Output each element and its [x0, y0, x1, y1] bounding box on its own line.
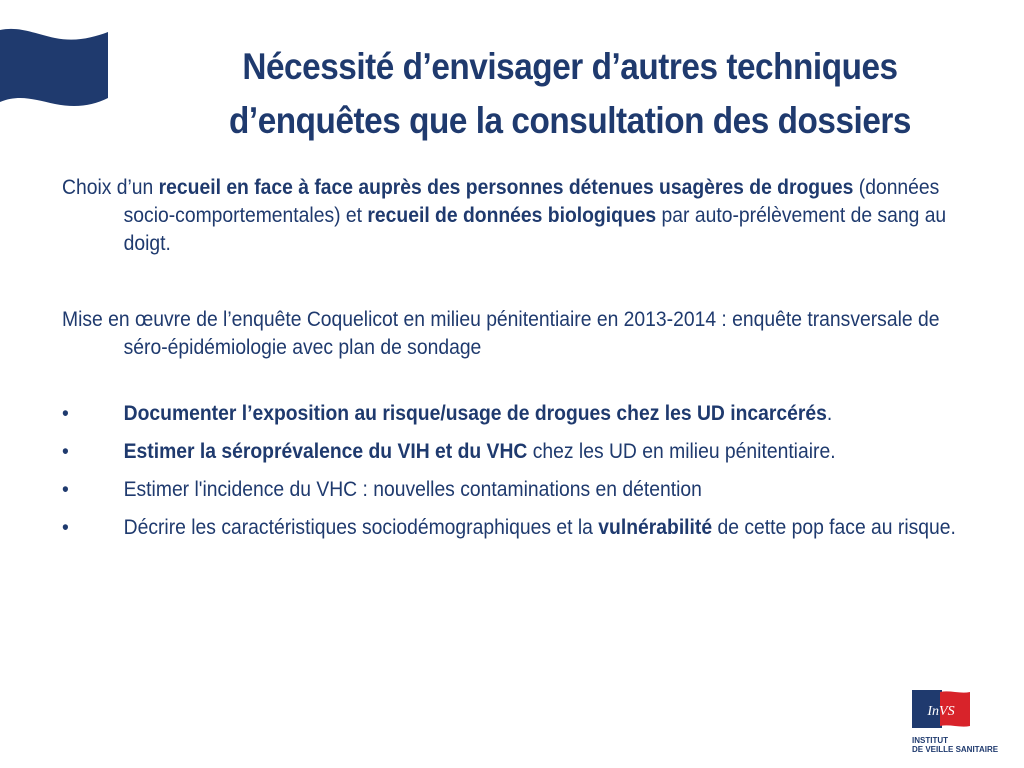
title-line-1: Nécessité d’envisager d’autres techniques	[242, 46, 898, 87]
bullet1-tail: .	[826, 402, 833, 425]
content-body	[62, 174, 962, 542]
bullet-marker: •	[62, 516, 69, 539]
bullet-marker: •	[62, 478, 69, 501]
para1-text-1: Choix d’un	[62, 176, 159, 199]
logo-line-1: INSTITUT	[912, 736, 948, 745]
list-item	[62, 476, 962, 504]
bullet3-text: Estimer l'incidence du VHC : nouvelles contaminations en détention	[123, 478, 702, 501]
bullet2-bold: Estimer la séroprévalence du VIH et du VHC	[123, 440, 528, 463]
list-item	[62, 438, 962, 466]
para1-bold-1: recueil en face à face auprès des personnes détenues usagères de drogues	[158, 176, 854, 199]
title-line-2: d’enquêtes que la consultation des dossiers	[229, 100, 911, 141]
slide-content	[62, 174, 962, 552]
paragraph-choix	[62, 174, 962, 258]
logo-line-2: DE VEILLE SANITAIRE	[912, 745, 999, 754]
paragraph-coquelicot: Mise en œuvre de l’enquête Coquelicot en milieu pénitentiaire en 2013-2014 : enquête transversale de séro-épidémiologie avec plan de sondage	[62, 308, 940, 359]
para1-bold-2: recueil de données biologiques	[367, 204, 657, 227]
bullet-marker: •	[62, 402, 69, 425]
bullet4-text-2: de cette pop face au risque.	[712, 516, 956, 539]
invs-mark-icon	[912, 690, 970, 728]
para1-text-2: (données socio-comportementales) et	[123, 176, 940, 227]
bullet4-text-1: Décrire les caractéristiques sociodémographiques et la	[123, 516, 599, 539]
slide-title	[174, 40, 966, 148]
list-item	[62, 514, 962, 542]
list-item	[62, 400, 962, 428]
bullet1-bold: Documenter l’exposition au risque/usage de drogues chez les UD incarcérés	[123, 402, 827, 425]
bullet-marker: •	[62, 440, 69, 463]
objectives-list	[62, 400, 962, 542]
invs-logo	[912, 690, 999, 754]
flag-logo-icon	[0, 28, 110, 114]
logo-mark-text: InVS	[927, 704, 955, 719]
bullet2-tail: chez les UD en milieu pénitentiaire.	[527, 440, 836, 463]
para1-text-3: par auto-prélèvement de sang au doigt.	[123, 204, 947, 255]
bullet4-bold: vulnérabilité	[598, 516, 713, 539]
logo-caption	[912, 736, 999, 754]
